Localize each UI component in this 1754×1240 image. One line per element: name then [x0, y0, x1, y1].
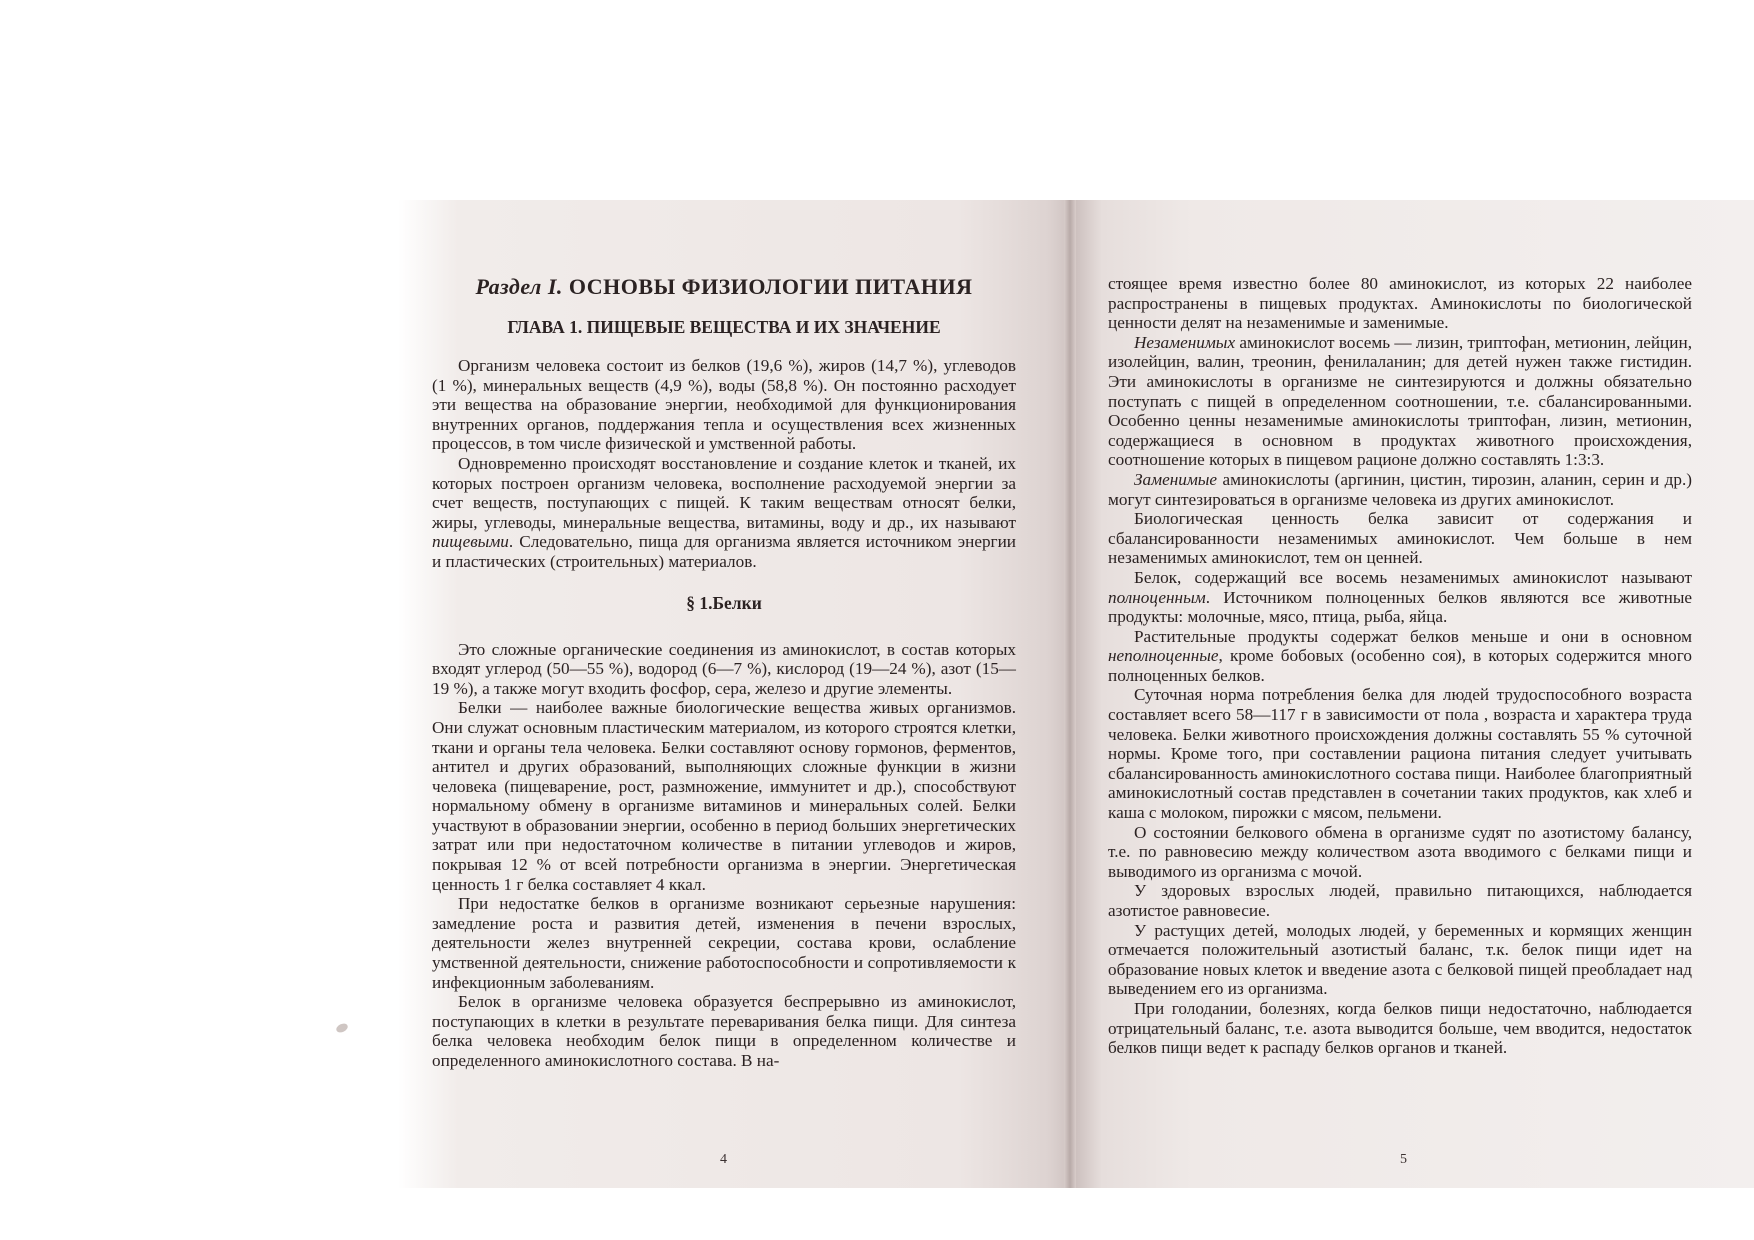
emphasis-term: Незаменимых	[1134, 332, 1236, 352]
paragraph: Это сложные органические соединения из аминокислот, в состав которых входят углерод (50—55 %), водород (6—7 %), кислород (19—24 %), азот (15—19 %), а также могут входить фосфор, сера, железо и другие элементы.	[432, 639, 1016, 698]
section-title-text: ОСНОВЫ ФИЗИОЛОГИИ ПИТАНИЯ	[568, 274, 973, 299]
paragraph	[432, 454, 1016, 572]
paragraph: О состоянии белкового обмена в организме судят по азотистому балансу, т.е. по равновесию между количеством азота вводимого с белками пищи и выводимого из организма с мочой.	[1108, 822, 1692, 881]
paragraph-text: , кроме бобовых (особенно соя), в которых содержится много полноценных белков.	[1108, 646, 1692, 685]
section-prefix: Раздел I.	[475, 274, 563, 299]
paragraph: Белки — наиболее важные биологические вещества живых организмов. Они служат основным пластическим материалом, из которого строятся клетки, ткани и органы тела человека. Белки составляют основу гормонов, ферментов, антител и других образований, выполняющих сложные функции в жизни человека (пищеварение, рост, размножение, иммунитет и др.), способствуют нормальному обмену в организме витаминов и минеральных солей. Белки участвуют в образовании энергии, особенно в период больших энергетических затрат или при недостаточном количестве в питании углеводов и жиров, покрывая 12 % от всей потребности организма в энергии. Энергетическая ценность 1 г белка составляет 4 ккал.	[432, 698, 1016, 894]
paragraph: Белок в организме человека образуется беспрерывно из аминокислот, поступающих в клетки в результате переваривания белка пищи. Для синтеза белка человека необходим белок пищи в определенном количестве и определенного аминокислотного состава. В на-	[432, 992, 1016, 1070]
emphasis-term: Заменимые	[1134, 469, 1218, 489]
page-number-left: 4	[720, 1152, 727, 1167]
paragraph	[1108, 333, 1692, 470]
paragraph-continued: стоящее время известно более 80 аминокислот, из которых 22 наиболее распространены в пищевых продуктах. Аминокислоты по биологической ценности делят на незаменимые и заменимые.	[1108, 274, 1692, 333]
paragraph	[1108, 470, 1692, 509]
left-page-text	[432, 274, 1016, 1071]
paragraph-heading: § 1.Белки	[686, 592, 762, 613]
emphasis-term: пищевыми	[432, 532, 509, 552]
paragraph: При голодании, болезнях, когда белков пищи недостаточно, наблюдается отрицательный баланс, т.е. азота выводится больше, чем вводится, недостаток белков пищи ведет к распаду белков органов и тканей.	[1108, 998, 1692, 1058]
paragraph: У растущих детей, молодых людей, у беременных и кормящих женщин отмечается положительный азотистый баланс, т.к. белок пищи идет на образование новых клеток и введение азота с белковой пищей преобладает над выведением его из организма.	[1108, 920, 1692, 999]
emphasis-term: неполноценные	[1108, 646, 1219, 666]
paragraph: У здоровых взрослых людей, правильно питающихся, наблюдается азотистое равновесие.	[1108, 881, 1692, 920]
paragraph-text: аминокислоты (аргинин, цистин, тирозин, аланин, серин и др.) могут синтезироваться в организме человека из других аминокислот.	[1108, 469, 1692, 509]
scan-smudge	[335, 1022, 349, 1034]
paragraph	[1108, 627, 1692, 686]
section-title	[432, 274, 1016, 300]
paragraph: Организм человека состоит из белков (19,6 %), жиров (14,7 %), углеводов (1 %), минеральных веществ (4,9 %), воды (58,8 %). Он постоянно расходует эти вещества на образование энергии, необходимой для функционирования внутренних органов, поддержания тепла и осуществления всех жизненных процессов, в том числе физической и умственной работы.	[432, 356, 1016, 454]
book-gutter	[1064, 200, 1076, 1188]
paragraph-text: . Источником полноценных белков являются все животные продукты: молочные, мясо, птица, рыба, яйца.	[1108, 587, 1692, 627]
paragraph-text: . Следовательно, пища для организма является источником энергии и пластических (строительных) материалов.	[432, 532, 1016, 571]
paragraph-text: аминокислот восемь — лизин, триптофан, метионин, лейцин, изолейцин, валин, треонин, фенилаланин; для детей нужен также гистидин. Эти аминокислоты в организме не синтезируются и должны обязательно поступать с пищей в определенном соотношении, т.е. сбалансированными. Особенно ценны незаменимые аминокислоты триптофан, лизин, метионин, содержащиеся в основном в продуктах животного происхождения, соотношение которых в пищевом рационе должно составлять 1:3:3.	[1108, 332, 1692, 470]
chapter-title: ГЛАВА 1. ПИЩЕВЫЕ ВЕЩЕСТВА И ИХ ЗНАЧЕНИЕ	[507, 317, 941, 337]
paragraph-text: Белок, содержащий все восемь незаменимых аминокислот называют	[1134, 567, 1692, 587]
paragraph	[1108, 568, 1692, 627]
paragraph: Суточная норма потребления белка для людей трудоспособного возраста составляет всего 58—117 г в зависимости от пола , возраста и характера труда человека. Белки животного происхождения должны составлять 55 % суточной нормы. Кроме того, при составлении рациона питания следует учитывать сбалансированность аминокислотного состава пищи. Наиболее благоприятный аминокислотный состав представлен в сочетании таких продуктов, как хлеб и каша с молоком, пирожки с мясом, пельмени.	[1108, 685, 1692, 823]
right-page-text	[1108, 274, 1692, 1058]
emphasis-term: полноценным	[1108, 587, 1206, 607]
paragraph: При недостатке белков в организме возникают серьезные нарушения: замедление роста и развития детей, изменения в печени взрослых, деятельности желез внутренней секреции, состава крови, ослабление умственной деятельности, снижение работоспособности и сопротивляемости к инфекционным заболеваниям.	[432, 894, 1016, 992]
page-number-right: 5	[1400, 1152, 1407, 1167]
paragraph-text: Растительные продукты содержат белков меньше и они в основном	[1134, 626, 1692, 646]
paragraph: Биологическая ценность белка зависит от содержания и сбалансированности незаменимых аминокислот. Чем больше в нем незаменимых аминокислот, тем он ценней.	[1108, 509, 1692, 568]
paragraph-text: Одновременно происходят восстановление и создание клеток и тканей, их которых построен организм человека, восполнение расходуемой энергии за счет веществ, поступающих с пищей. К таким веществам относят белки, жиры, углеводы, минеральные вещества, витамины, воду и др., их называют	[432, 453, 1016, 532]
